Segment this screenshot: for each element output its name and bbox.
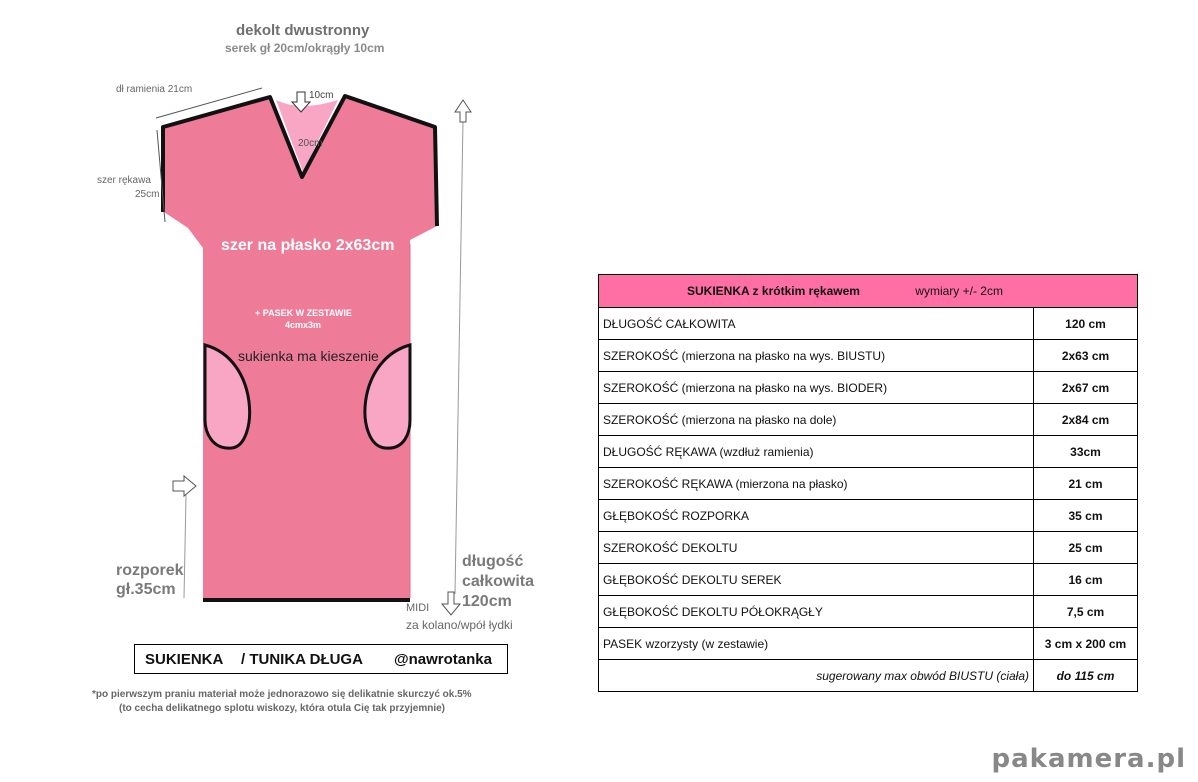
title-box xyxy=(134,644,508,674)
table-row-label: SZEROKOŚĆ DEKOLTU xyxy=(599,532,1034,564)
table-row xyxy=(599,468,1138,500)
footnote-line-2: (to cecha delikatnego splotu wiskozy, która otula Cię tak przyjemnie) xyxy=(119,703,446,714)
table-row xyxy=(599,532,1138,564)
table-row xyxy=(599,340,1138,372)
table-row xyxy=(599,308,1138,340)
slit-label-2: gł.35cm xyxy=(116,581,176,598)
shoulder-length-label: dł ramienia 21cm xyxy=(116,84,193,95)
table-row xyxy=(599,628,1138,660)
pockets-label: sukienka ma kieszenie xyxy=(238,348,379,364)
table-row xyxy=(599,404,1138,436)
sleeve-width-label-1: szer rękawa xyxy=(97,175,151,186)
dress-sketch xyxy=(0,0,560,640)
midi-label-1: MIDI xyxy=(406,602,430,614)
belt-label-1: + PASEK W ZESTAWIE xyxy=(255,308,352,318)
table-row-label: SZEROKOŚĆ (mierzona na płasko na wys. BIODER) xyxy=(599,372,1034,404)
total-length-label-3: 120cm xyxy=(462,593,512,610)
table-row-value: do 115 cm xyxy=(1034,660,1138,692)
table-row-value: 7,5 cm xyxy=(1034,596,1138,628)
table-row-label: DŁUGOŚĆ RĘKAWA (wzdłuż ramienia) xyxy=(599,436,1034,468)
table-row-value: 21 cm xyxy=(1034,468,1138,500)
table-row-value: 2x67 cm xyxy=(1034,372,1138,404)
flat-width-label: szer na płasko 2x63cm xyxy=(221,237,395,254)
table-row-label: SZEROKOŚĆ RĘKAWA (mierzona na płasko) xyxy=(599,468,1034,500)
table-row-label: PASEK wzorzysty (w zestawie) xyxy=(599,628,1034,660)
table-row-label: SZEROKOŚĆ (mierzona na płasko na dole) xyxy=(599,404,1034,436)
measurement-table xyxy=(598,274,1138,692)
table-row-value: 3 cm x 200 cm xyxy=(1034,628,1138,660)
neck-round-depth-label: 10cm xyxy=(309,90,334,101)
table-row xyxy=(599,596,1138,628)
table-row-value: 2x84 cm xyxy=(1034,404,1138,436)
table-row-value: 35 cm xyxy=(1034,500,1138,532)
belt-label-2: 4cmx3m xyxy=(285,320,322,330)
length-measure-line xyxy=(455,120,463,594)
slit-measure-line xyxy=(184,495,186,598)
neck-v-depth-label: 20cm xyxy=(298,138,323,149)
table-header-title: SUKIENKA z krótkim rękawem xyxy=(687,284,860,298)
length-bottom-arrow-icon xyxy=(442,592,460,615)
table-row xyxy=(599,436,1138,468)
neckline-title: dekolt dwustronny xyxy=(236,22,370,39)
table-row-value: 16 cm xyxy=(1034,564,1138,596)
total-length-label-1: długość xyxy=(462,553,524,570)
table-row-value: 33cm xyxy=(1034,436,1138,468)
table-row-label: SZEROKOŚĆ (mierzona na płasko na wys. BIUSTU) xyxy=(599,340,1034,372)
title-handle: @nawrotanka xyxy=(394,651,492,668)
table-row-label: GŁĘBOKOŚĆ DEKOLTU SEREK xyxy=(599,564,1034,596)
title-part1: SUKIENKA xyxy=(145,651,224,668)
table-row-value: 2x63 cm xyxy=(1034,340,1138,372)
table-row-value: 120 cm xyxy=(1034,308,1138,340)
slit-arrow-icon xyxy=(173,476,196,496)
slit-label-1: rozporek xyxy=(116,562,184,579)
length-top-arrow-icon xyxy=(455,100,471,122)
neckline-subtitle: serek gł 20cm/okrągły 10cm xyxy=(225,41,385,55)
title-part2: / TUNIKA DŁUGA xyxy=(241,651,363,668)
table-row xyxy=(599,372,1138,404)
table-row xyxy=(599,660,1138,692)
midi-label-2: za kolano/wpół łydki xyxy=(406,618,513,632)
table-row xyxy=(599,564,1138,596)
table-row xyxy=(599,500,1138,532)
table-header-row xyxy=(599,275,1138,308)
pakamera-watermark: pakamera.pl xyxy=(991,744,1186,774)
table-row-label: sugerowany max obwód BIUSTU (ciała) xyxy=(599,660,1034,692)
table-row-label: GŁĘBOKOŚĆ ROZPORKA xyxy=(599,500,1034,532)
table-row-label: DŁUGOŚĆ CAŁKOWITA xyxy=(599,308,1034,340)
footnote-line-1: *po pierwszym praniu materiał może jednorazowo się delikatnie skurczyć ok.5% xyxy=(92,689,472,700)
sleeve-width-label-2: 25cm xyxy=(135,189,160,200)
table-header-note: wymiary +/- 2cm xyxy=(915,284,1003,298)
table-row-label: GŁĘBOKOŚĆ DEKOLTU PÓŁOKRĄGŁY xyxy=(599,596,1034,628)
table-row-value: 25 cm xyxy=(1034,532,1138,564)
total-length-label-2: całkowita xyxy=(462,573,535,590)
